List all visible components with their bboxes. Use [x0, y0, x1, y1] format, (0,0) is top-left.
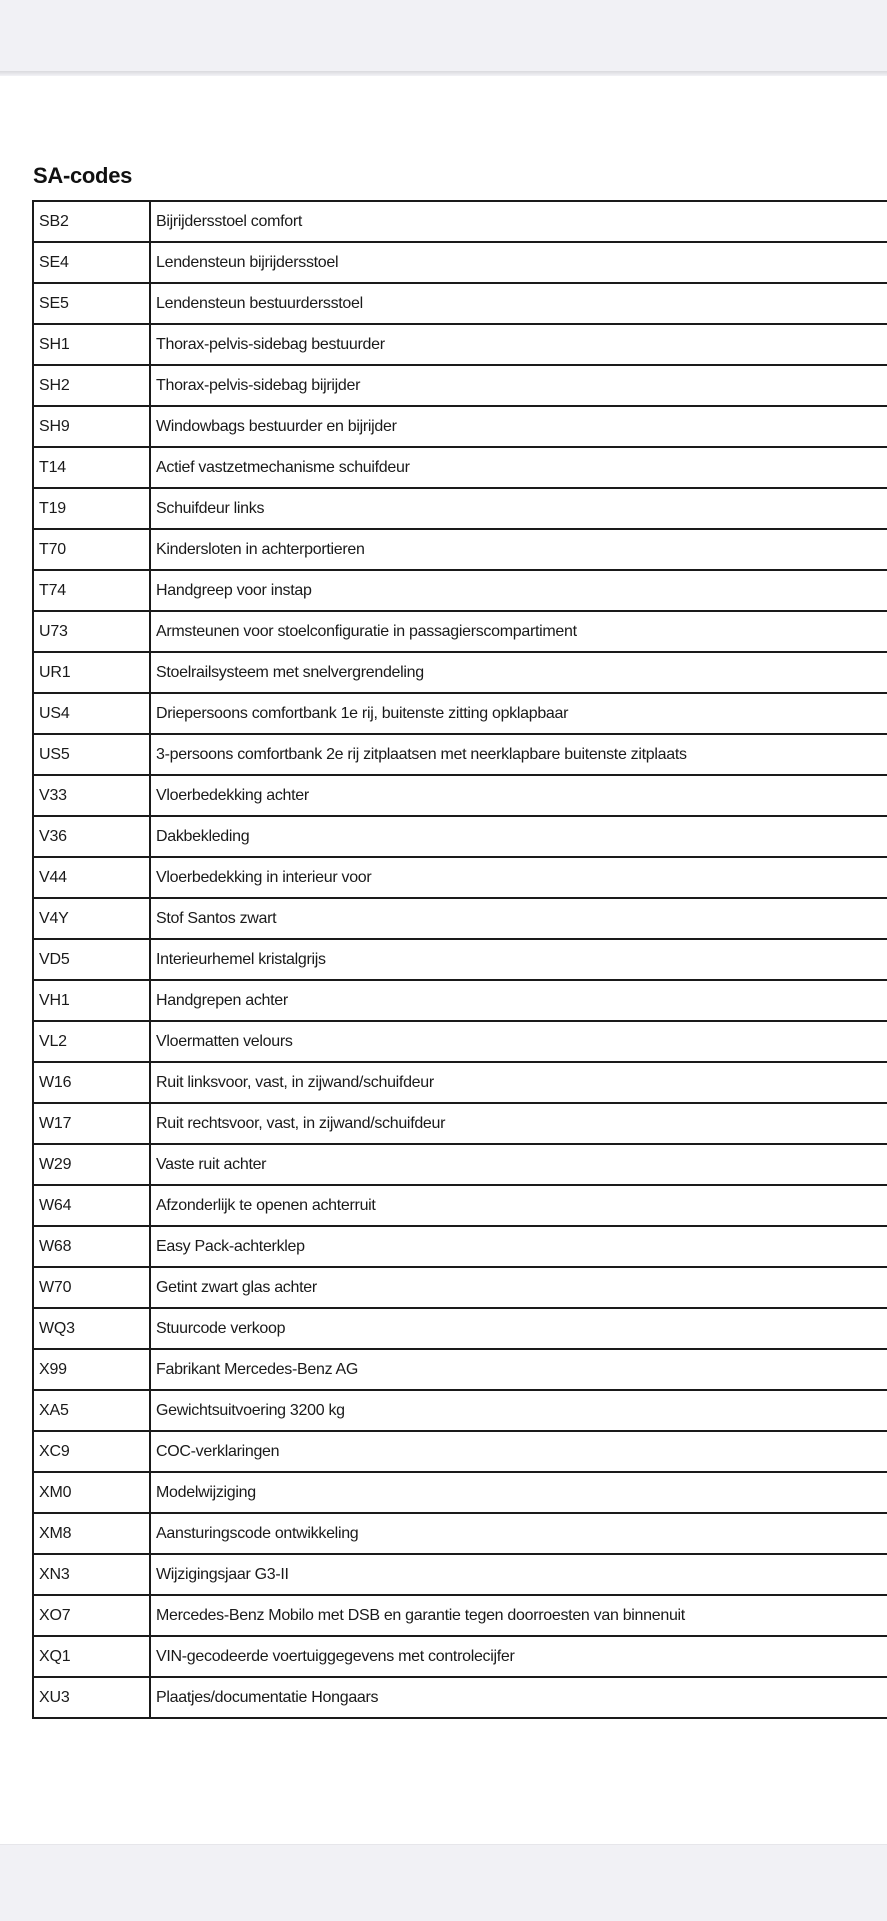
table-row: [33, 447, 887, 488]
table-row: [33, 283, 887, 324]
sa-description-cell: Driepersoons comfortbank 1e rij, buitenste zitting opklapbaar: [150, 693, 887, 734]
sa-code-cell: XC9: [33, 1431, 150, 1472]
sa-code-cell: SH9: [33, 406, 150, 447]
sa-code-cell: T74: [33, 570, 150, 611]
table-row: [33, 1595, 887, 1636]
table-row: [33, 898, 887, 939]
sa-description-cell: Getint zwart glas achter: [150, 1267, 887, 1308]
sa-description-cell: Interieurhemel kristalgrijs: [150, 939, 887, 980]
table-row: [33, 1472, 887, 1513]
sa-code-cell: T14: [33, 447, 150, 488]
sa-code-cell: V44: [33, 857, 150, 898]
sa-code-cell: W64: [33, 1185, 150, 1226]
sa-description-cell: Kindersloten in achterportieren: [150, 529, 887, 570]
sa-description-cell: 3-persoons comfortbank 2e rij zitplaatsen met neerklapbare buitenste zitplaats: [150, 734, 887, 775]
table-row: [33, 857, 887, 898]
sa-code-cell: VH1: [33, 980, 150, 1021]
table-row: [33, 1431, 887, 1472]
sa-description-cell: Ruit linksvoor, vast, in zijwand/schuifdeur: [150, 1062, 887, 1103]
sa-code-cell: SH2: [33, 365, 150, 406]
sa-description-cell: Vloerbedekking in interieur voor: [150, 857, 887, 898]
table-row: [33, 816, 887, 857]
table-row: [33, 1677, 887, 1718]
sa-description-cell: Plaatjes/documentatie Hongaars: [150, 1677, 887, 1718]
table-row: [33, 570, 887, 611]
sa-code-cell: WQ3: [33, 1308, 150, 1349]
sa-code-cell: X99: [33, 1349, 150, 1390]
table-row: [33, 1021, 887, 1062]
table-row: [33, 1513, 887, 1554]
sa-code-cell: V33: [33, 775, 150, 816]
sa-description-cell: Stuurcode verkoop: [150, 1308, 887, 1349]
page-title: SA-codes: [33, 163, 133, 188]
table-row: [33, 1103, 887, 1144]
table-row: [33, 611, 887, 652]
sa-description-cell: Armsteunen voor stoelconfiguratie in passagierscompartiment: [150, 611, 887, 652]
sa-description-cell: Actief vastzetmechanisme schuifdeur: [150, 447, 887, 488]
sa-code-cell: T70: [33, 529, 150, 570]
sa-description-cell: Handgrepen achter: [150, 980, 887, 1021]
table-row: [33, 242, 887, 283]
sa-code-cell: SB2: [33, 201, 150, 242]
sa-code-cell: US5: [33, 734, 150, 775]
table-row: [33, 652, 887, 693]
sa-description-cell: Mercedes-Benz Mobilo met DSB en garantie tegen doorroesten van binnenuit: [150, 1595, 887, 1636]
table-row: [33, 1062, 887, 1103]
sa-description-cell: Schuifdeur links: [150, 488, 887, 529]
sa-codes-table-body: [33, 201, 887, 1718]
table-row: [33, 1185, 887, 1226]
sa-code-cell: W17: [33, 1103, 150, 1144]
table-row: [33, 1226, 887, 1267]
sa-description-cell: Lendensteun bijrijdersstoel: [150, 242, 887, 283]
sa-description-cell: Ruit rechtsvoor, vast, in zijwand/schuifdeur: [150, 1103, 887, 1144]
table-row: [33, 1636, 887, 1677]
sa-code-cell: W16: [33, 1062, 150, 1103]
table-row: [33, 365, 887, 406]
table-row: [33, 324, 887, 365]
sa-code-cell: W68: [33, 1226, 150, 1267]
sa-code-cell: SE5: [33, 283, 150, 324]
table-row: [33, 1267, 887, 1308]
table-row: [33, 1308, 887, 1349]
table-row: [33, 1390, 887, 1431]
sa-code-cell: VL2: [33, 1021, 150, 1062]
sa-description-cell: Wijzigingsjaar G3-II: [150, 1554, 887, 1595]
sa-description-cell: Lendensteun bestuurdersstoel: [150, 283, 887, 324]
sa-code-cell: W29: [33, 1144, 150, 1185]
sa-description-cell: Fabrikant Mercedes-Benz AG: [150, 1349, 887, 1390]
table-row: [33, 406, 887, 447]
sa-description-cell: Vloerbedekking achter: [150, 775, 887, 816]
sa-code-cell: XM8: [33, 1513, 150, 1554]
sa-description-cell: VIN-gecodeerde voertuiggegevens met controlecijfer: [150, 1636, 887, 1677]
sa-description-cell: Dakbekleding: [150, 816, 887, 857]
sa-code-cell: W70: [33, 1267, 150, 1308]
table-row: [33, 939, 887, 980]
sa-code-cell: XU3: [33, 1677, 150, 1718]
sa-description-cell: Thorax-pelvis-sidebag bestuurder: [150, 324, 887, 365]
table-row: [33, 980, 887, 1021]
sa-description-cell: Thorax-pelvis-sidebag bijrijder: [150, 365, 887, 406]
sa-description-cell: Stoelrailsysteem met snelvergrendeling: [150, 652, 887, 693]
bottom-viewer-bar: [0, 1844, 887, 1921]
table-row: [33, 734, 887, 775]
sa-code-cell: SH1: [33, 324, 150, 365]
sa-description-cell: Aansturingscode ontwikkeling: [150, 1513, 887, 1554]
sa-description-cell: Easy Pack-achterklep: [150, 1226, 887, 1267]
sa-code-cell: XA5: [33, 1390, 150, 1431]
table-row: [33, 1349, 887, 1390]
table-row: [33, 1554, 887, 1595]
sa-code-cell: XN3: [33, 1554, 150, 1595]
sa-code-cell: U73: [33, 611, 150, 652]
sa-code-cell: T19: [33, 488, 150, 529]
sa-code-cell: XQ1: [33, 1636, 150, 1677]
table-row: [33, 488, 887, 529]
table-row: [33, 529, 887, 570]
sa-description-cell: Vaste ruit achter: [150, 1144, 887, 1185]
sa-description-cell: COC-verklaringen: [150, 1431, 887, 1472]
table-row: [33, 775, 887, 816]
sa-description-cell: Afzonderlijk te openen achterruit: [150, 1185, 887, 1226]
sa-code-cell: XO7: [33, 1595, 150, 1636]
table-row: [33, 201, 887, 242]
sa-code-cell: SE4: [33, 242, 150, 283]
sa-code-cell: V4Y: [33, 898, 150, 939]
sa-code-cell: UR1: [33, 652, 150, 693]
sa-code-cell: XM0: [33, 1472, 150, 1513]
sa-code-cell: VD5: [33, 939, 150, 980]
sa-description-cell: Modelwijziging: [150, 1472, 887, 1513]
table-row: [33, 1144, 887, 1185]
sa-code-cell: US4: [33, 693, 150, 734]
sa-code-cell: V36: [33, 816, 150, 857]
sa-description-cell: Vloermatten velours: [150, 1021, 887, 1062]
sa-description-cell: Handgreep voor instap: [150, 570, 887, 611]
sa-codes-table: [32, 200, 887, 1719]
top-viewer-bar: [0, 0, 887, 72]
sa-description-cell: Gewichtsuitvoering 3200 kg: [150, 1390, 887, 1431]
sa-description-cell: Stof Santos zwart: [150, 898, 887, 939]
table-row: [33, 693, 887, 734]
sa-description-cell: Bijrijdersstoel comfort: [150, 201, 887, 242]
sa-description-cell: Windowbags bestuurder en bijrijder: [150, 406, 887, 447]
